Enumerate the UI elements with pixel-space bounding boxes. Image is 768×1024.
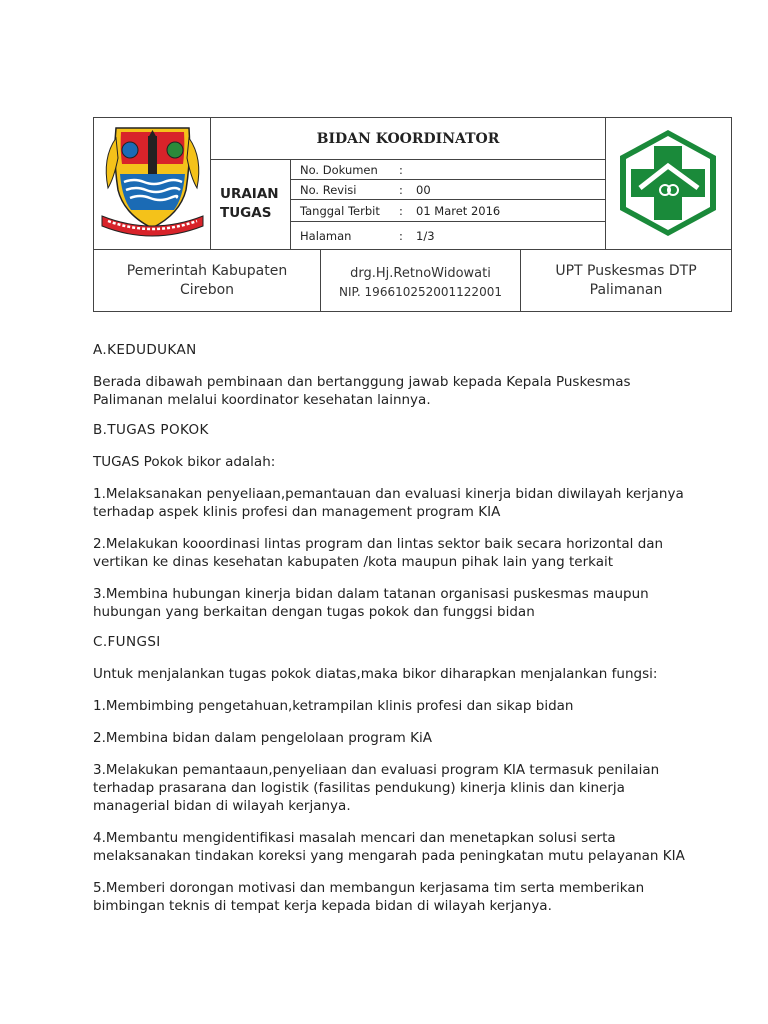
signer-name: drg.Hj.RetnoWidowati (350, 266, 491, 281)
section-c-intro: Untuk menjalankan tugas pokok diatas,maka bikor diharapkan menjalankan fungsi: (93, 666, 658, 682)
signer-cell (321, 250, 521, 312)
info-value: 1/3 (416, 228, 435, 243)
signature-row (94, 249, 731, 312)
info-colon: : (399, 162, 403, 177)
kabupaten-cirebon-crest-icon (94, 118, 211, 249)
government-cell (94, 250, 321, 312)
uraian-label-line1: URAIAN (220, 186, 279, 202)
institution-line1: UPT Puskesmas DTP (555, 263, 697, 279)
section-c-item: 5.Memberi dorongan motivasi dan membangun kerjasama tim serta memberikan bimbingan teknis di tempat kerja kepada bidan di wilayah kerjanya. (93, 880, 645, 914)
section-b-intro: TUGAS Pokok bikor adalah: (93, 454, 276, 470)
uraian-label-line2: TUGAS (220, 205, 272, 221)
section-a-heading: A.KEDUDUKAN (93, 342, 197, 358)
signer-nip: NIP. 196610252001122001 (339, 285, 502, 299)
info-label: No. Revisi (300, 182, 357, 197)
institution-cell (521, 250, 731, 312)
info-label: No. Dokumen (300, 162, 378, 177)
uraian-tugas-label (211, 160, 291, 249)
institution-line2: Palimanan (589, 282, 663, 298)
info-colon: : (399, 182, 403, 197)
section-c-heading: C.FUNGSI (93, 634, 161, 650)
section-c-item: 2.Membina bidan dalam pengelolaan program KiA (93, 730, 432, 746)
info-row-revisi (291, 180, 605, 200)
section-c-item: 3.Melakukan pemantaaun,penyeliaan dan evaluasi program KIA termasuk penilaian terhadap prasarana dan logistik (fasilitas pendukung) kinerja klinis dan kinerja managerial bidan di wilayah kerjanya. (93, 762, 660, 814)
puskesmas-kemenkes-logo-icon (606, 118, 731, 249)
document-title: BIDAN KOORDINATOR (211, 118, 605, 160)
section-c-item: 1.Membimbing pengetahuan,ketrampilan klinis profesi dan sikap bidan (93, 698, 574, 714)
info-label: Tanggal Terbit (300, 203, 380, 218)
info-row-tanggal-terbit (291, 200, 605, 222)
section-a-text: Berada dibawah pembinaan dan bertanggung jawab kepada Kepala Puskesmas Palimanan melalui koordinator kesehatan lainnya. (93, 374, 631, 408)
info-row-halaman (291, 222, 605, 249)
government-line2: Cirebon (179, 282, 235, 298)
section-c-item: 4.Membantu mengidentifikasi masalah mencari dan menetapkan solusi serta melaksanakan tindakan koreksi yang mengarah pada peningkatan mutu pelayanan KIA (93, 830, 685, 864)
info-label: Halaman (300, 228, 352, 243)
info-value: 00 (416, 182, 431, 197)
info-row-dokumen (291, 160, 605, 180)
section-b-item: 3.Membina hubungan kinerja bidan dalam tatanan organisasi puskesmas maupun hubungan yang berkaitan dengan tugas pokok dan funggsi bidan (93, 586, 649, 620)
section-b-item: 2.Melakukan kooordinasi lintas program dan lintas sektor baik secara horizontal dan vertikan ke dinas kesehatan kabupaten /kota maupun pihak lain yang terkait (93, 536, 664, 570)
section-b-heading: B.TUGAS POKOK (93, 422, 209, 438)
document-header-table (93, 117, 732, 312)
puskesmas-logo-cell (605, 118, 731, 249)
info-colon: : (399, 203, 403, 218)
kabupaten-logo-cell (94, 118, 211, 249)
info-colon: : (399, 228, 403, 243)
government-line1: Pemerintah Kabupaten (126, 263, 288, 279)
section-b-item: 1.Melaksanakan penyeliaan,pemantauan dan evaluasi kinerja bidan diwilayah kerjanya terhadap aspek klinis profesi dan management program KIA (93, 486, 684, 520)
document-body (93, 335, 693, 915)
info-value: 01 Maret 2016 (416, 203, 501, 218)
